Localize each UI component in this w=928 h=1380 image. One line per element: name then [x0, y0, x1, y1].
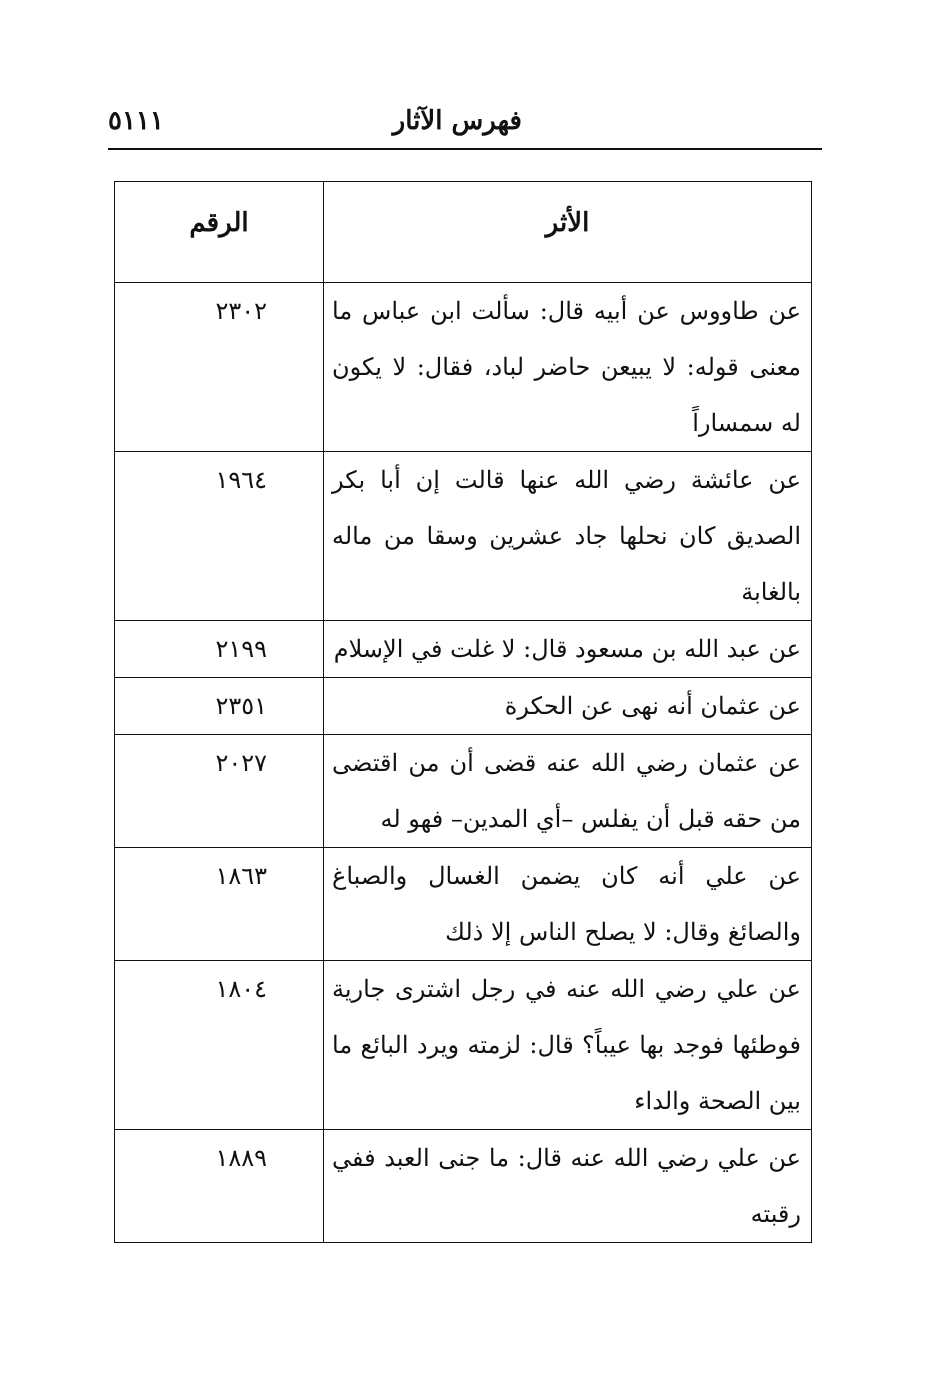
- table-row: [115, 735, 812, 848]
- athar-text: عن عبد الله بن مسعود قال: لا غلت في الإسلام: [324, 621, 812, 678]
- athar-number: ١٨٠٤: [115, 961, 324, 1130]
- table-row: [115, 678, 812, 735]
- table-row: [115, 452, 812, 621]
- page-title: فهرس الآثار: [392, 106, 522, 136]
- table-row: [115, 1130, 812, 1243]
- page-header: [108, 104, 822, 150]
- page-number: ٥١١١: [108, 106, 164, 136]
- athar-text: عن علي أنه كان يضمن الغسال والصباغ والصائغ وقال: لا يصلح الناس إلا ذلك: [324, 848, 812, 961]
- table-row: [115, 621, 812, 678]
- athar-number: ١٨٨٩: [115, 1130, 324, 1243]
- athar-text: عن عائشة رضي الله عنها قالت إن أبا بكر الصديق كان نحلها جاد عشرين وسقا من ماله بالغابة: [324, 452, 812, 621]
- athar-number: ٢٠٢٧: [115, 735, 324, 848]
- table-row: [115, 848, 812, 961]
- table-row: [115, 283, 812, 452]
- athar-index-table: [114, 181, 812, 1243]
- column-header-number: الرقم: [115, 182, 324, 283]
- athar-number: ٢١٩٩: [115, 621, 324, 678]
- table-header-row: [115, 182, 812, 283]
- athar-text: عن علي رضي الله عنه قال: ما جنى العبد ففي رقبته: [324, 1130, 812, 1243]
- athar-text: عن علي رضي الله عنه في رجل اشترى جارية فوطئها فوجد بها عيباً؟ قال: لزمته ويرد البائع ما بين الصحة والداء: [324, 961, 812, 1130]
- table-row: [115, 961, 812, 1130]
- athar-number: ١٨٦٣: [115, 848, 324, 961]
- athar-number: ٢٣٠٢: [115, 283, 324, 452]
- athar-number: ١٩٦٤: [115, 452, 324, 621]
- athar-number: ٢٣٥١: [115, 678, 324, 735]
- athar-text: عن عثمان أنه نهى عن الحكرة: [324, 678, 812, 735]
- athar-text: عن طاووس عن أبيه قال: سألت ابن عباس ما معنى قوله: لا يبيعن حاضر لباد، فقال: لا يكون له سمساراً: [324, 283, 812, 452]
- column-header-athar: الأثر: [324, 182, 812, 283]
- athar-text: عن عثمان رضي الله عنه قضى أن من اقتضى من حقه قبل أن يفلس –أي المدين– فهو له: [324, 735, 812, 848]
